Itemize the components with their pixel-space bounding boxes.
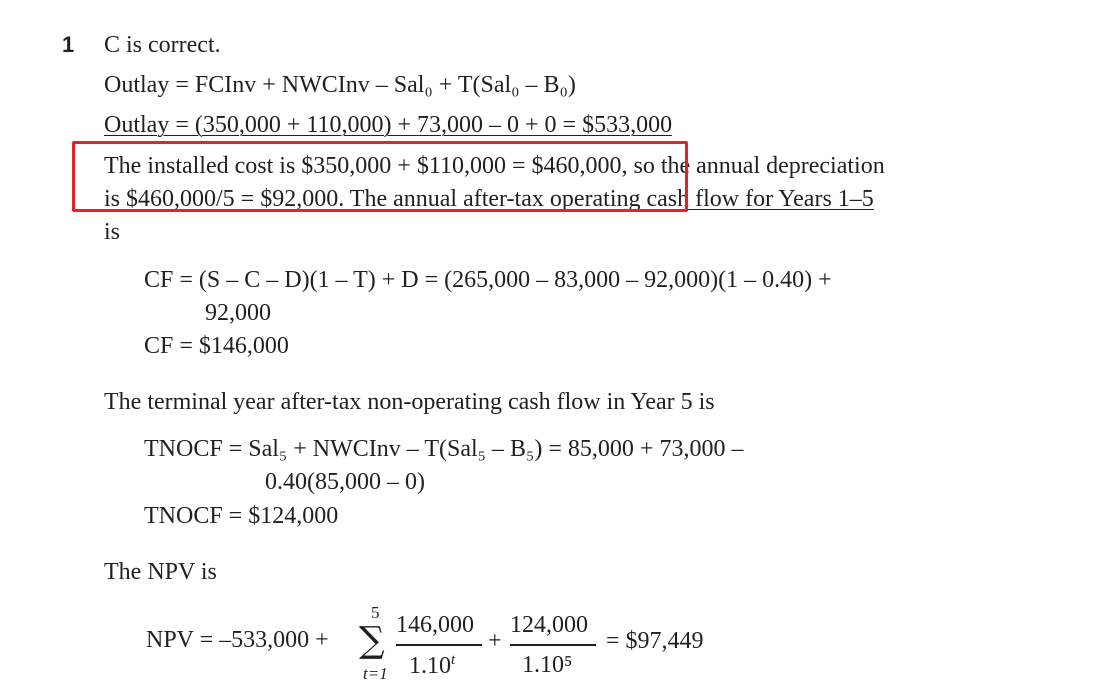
plus-sign: +: [488, 628, 502, 654]
outlay-formula: Outlay = FCInv + NWCInv – Sal₀ + T(Sal₀ – B₀): [104, 72, 576, 98]
npv-intro: The NPV is: [104, 559, 217, 585]
installed-cost-line-2: is $460,000/5 = $92,000. The annual after-tax operating cash flow for Years 1–5: [104, 186, 874, 212]
tnocf-equation-line-1: TNOCF = Sal₅ + NWCInv – T(Sal₅ – B₅) = 85,000 + 73,000 –: [144, 436, 744, 462]
tnocf-equation-line-2: 0.40(85,000 – 0): [265, 469, 425, 495]
cf-equation-line-1: CF = (S – C – D)(1 – T) + D = (265,000 – 83,000 – 92,000)(1 – 0.40) +: [144, 267, 832, 293]
summation-sign: ∑: [359, 620, 385, 661]
fraction-1-bar: [396, 644, 482, 646]
sum-lower-limit: t=1: [363, 664, 388, 683]
terminal-year-intro: The terminal year after-tax non-operating cash flow in Year 5 is: [104, 389, 715, 415]
npv-equation: [146, 600, 786, 690]
cf-result: CF = $146,000: [144, 333, 289, 359]
sum-upper-limit: 5: [371, 603, 380, 622]
tnocf-result: TNOCF = $124,000: [144, 503, 339, 529]
npv-result: = $97,449: [606, 628, 704, 654]
fraction-2-denominator: 1.10⁵: [522, 652, 573, 678]
fraction-2-numerator: 124,000: [510, 612, 588, 638]
installed-cost-line-1: The installed cost is $350,000 + $110,000 = $460,000, so the annual depreciation: [104, 153, 885, 179]
installed-cost-line-3: is: [104, 219, 121, 245]
fraction-2-bar: [510, 644, 596, 646]
npv-lhs: NPV = –533,000 +: [146, 627, 329, 653]
question-number: 1: [62, 32, 75, 57]
answer-statement: C is correct.: [104, 32, 221, 58]
fraction-1-denominator: 1.10$^t$: [409, 652, 456, 679]
outlay-calculation: Outlay = (350,000 + 110,000) + 73,000 – 0 + 0 = $533,000: [104, 112, 673, 138]
fraction-1-numerator: 146,000: [396, 612, 474, 638]
highlight-box: [72, 141, 688, 212]
cf-equation-line-2: 92,000: [205, 300, 271, 326]
